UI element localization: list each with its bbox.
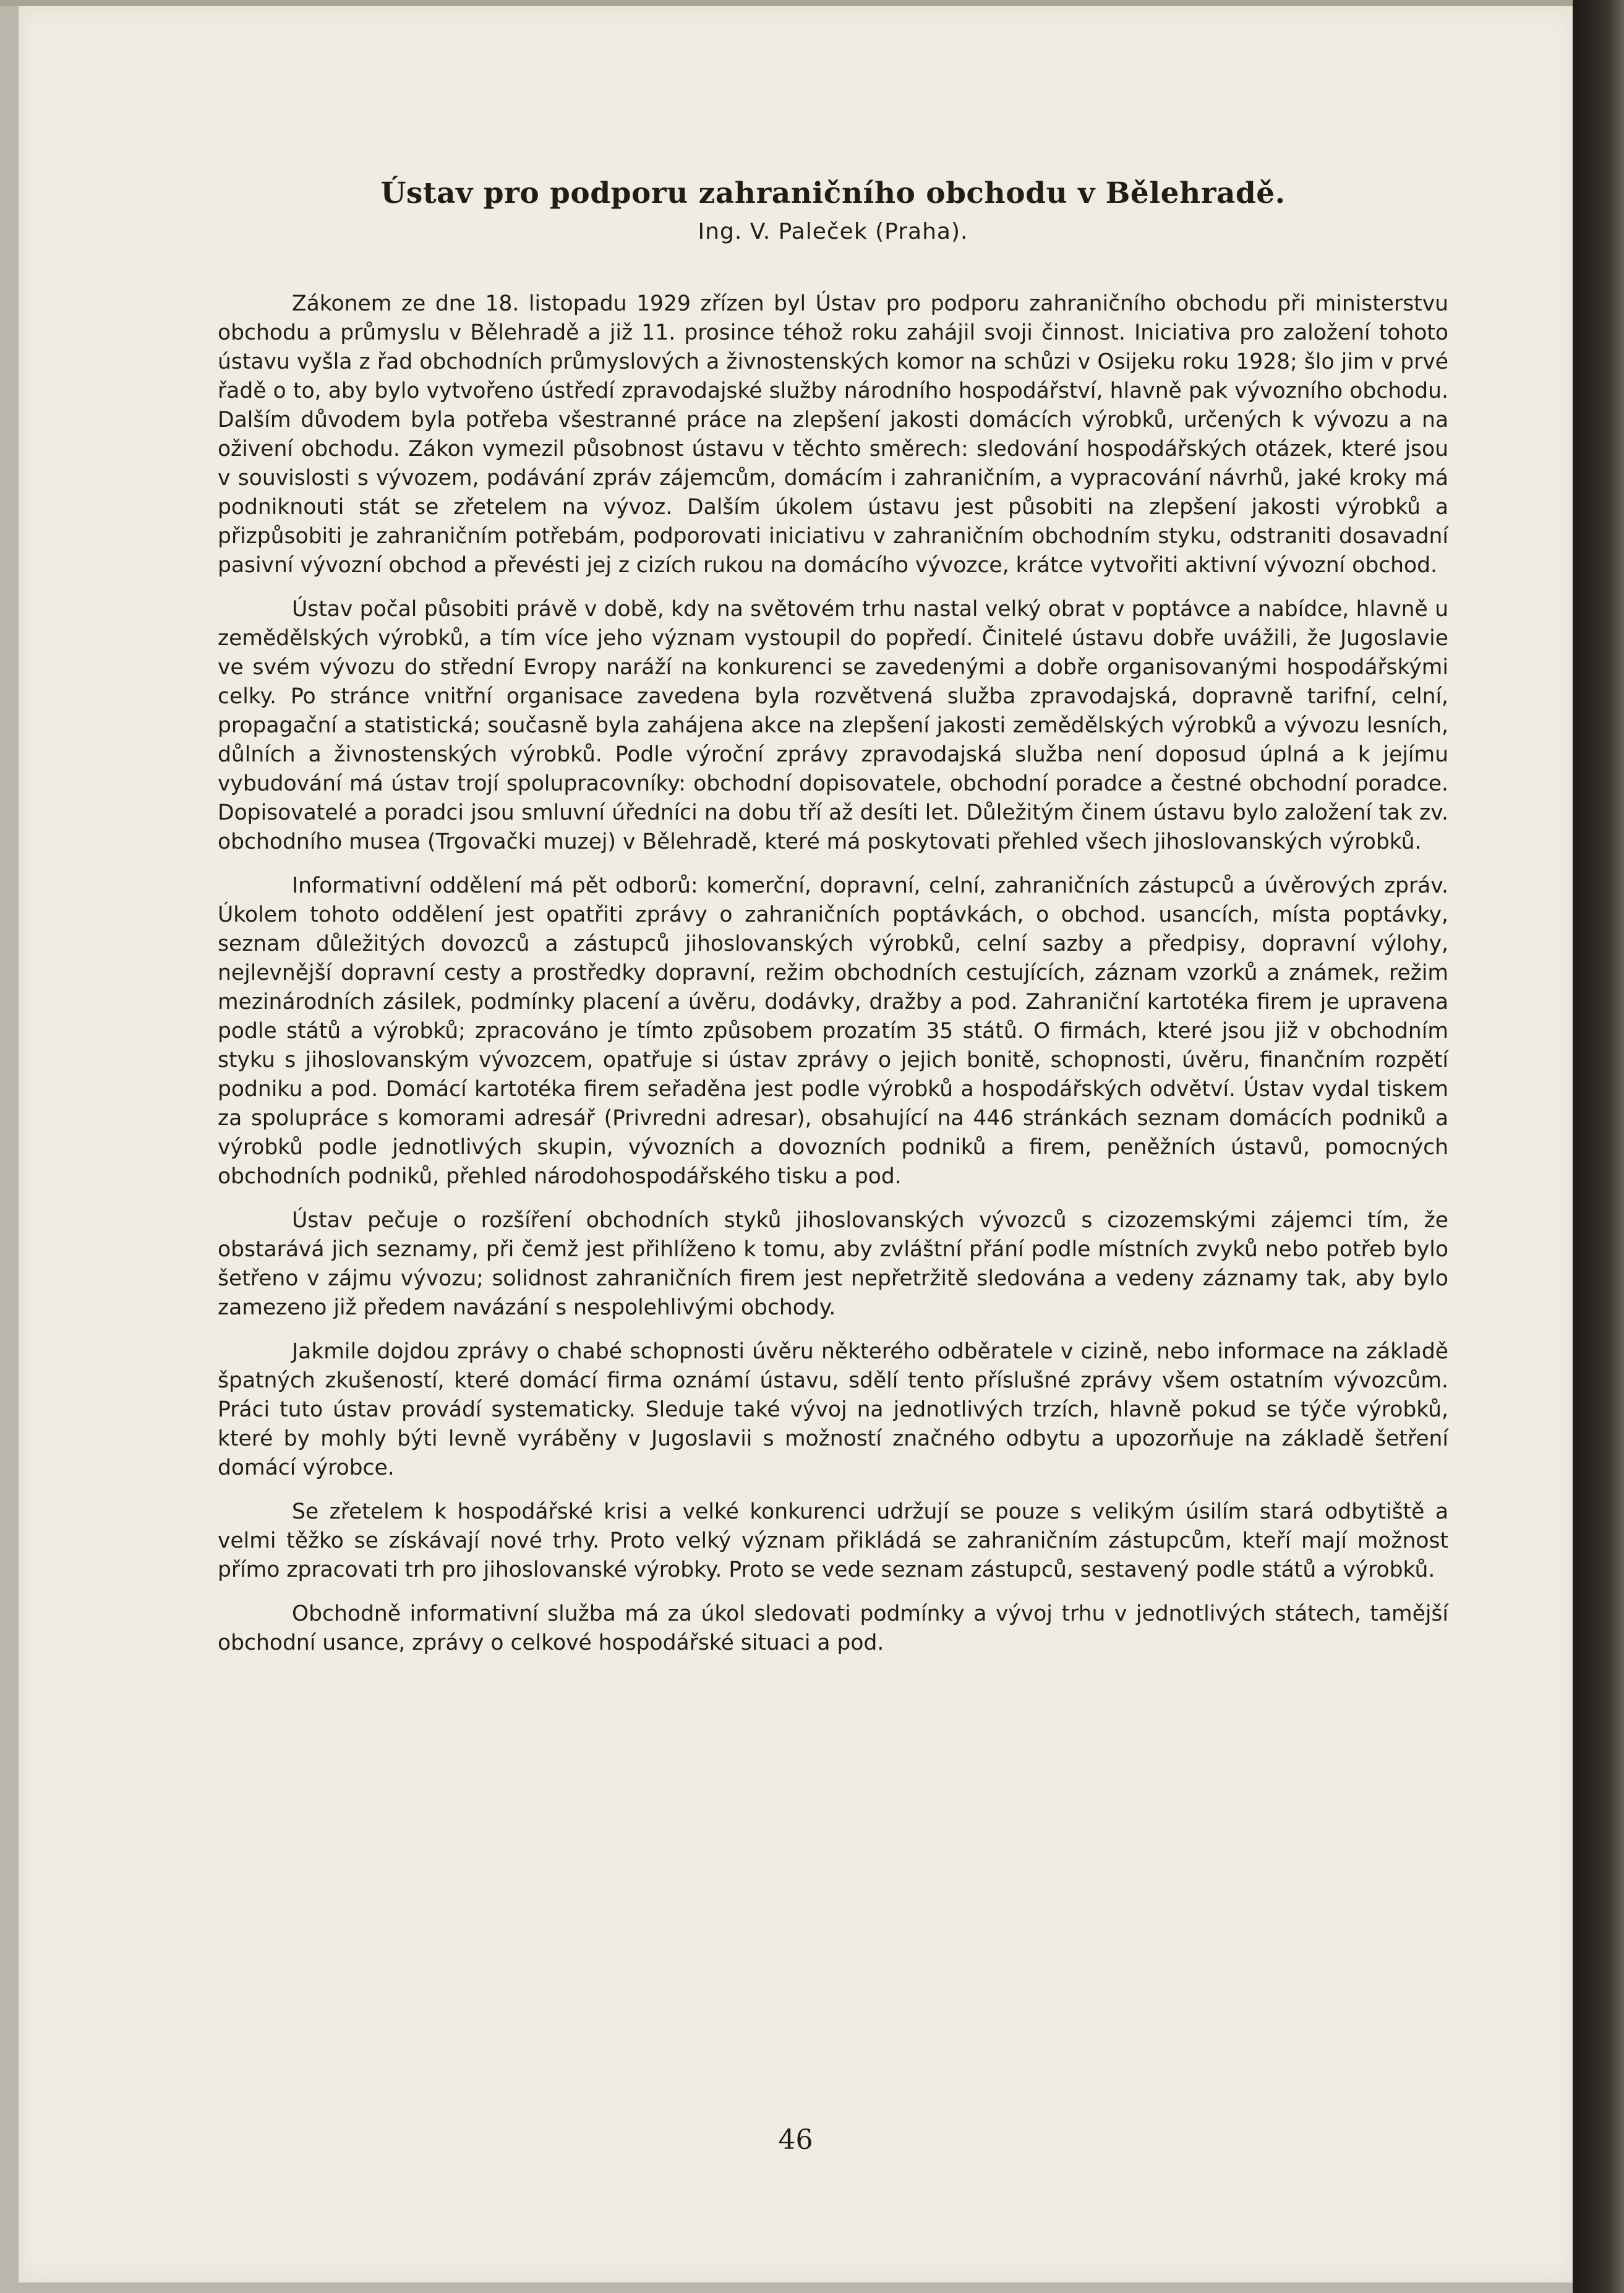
- article-title: Ústav pro podporu zahraničního obchodu v Bělehradě.: [380, 176, 1286, 210]
- article-body: [218, 289, 1448, 1658]
- paragraph-2: Ústav počal působiti právě v době, kdy na světovém trhu nastal velký obrat v poptávce a nabídce, hlavně u zemědělských výrobků, a tím více jeho význam vystoupil do popředí. Činitelé ústavu dobře uvážili, že Jugoslavie ve svém vývozu do střední Evropy naráží na konkurenci se zavedenými a dobře organisovanými hospodářskými celky. Po stránce vnitřní organisace zavedena byla rozvětvená služba zpravodajská, dopravně tarifní, celní, propagační a statistická; současně byla zahájena akce na zlepšení jakosti zemědělských výrobků a vývozu lesních, důlních a živnostenských výrobků. Podle výroční zprávy zpravodajská služba není doposud úplná a k jejímu vybudování má ústav trojí spolupracovníky: obchodní dopisovatele, obchodní poradce a čestné obchodní poradce. Dopisovatelé a poradci jsou smluvní úředníci na dobu tří až desíti let. Důležitým činem ústavu bylo založení tak zv. obchodního musea (Trgovački muzej) v Bělehradě, které má poskytovati přehled všech jihoslovanských výrobků.: [218, 597, 1448, 854]
- paragraph-5: Jakmile dojdou zprávy o chabé schopnosti úvěru některého odběratele v cizině, nebo informace na základě špatných zkušeností, které domácí firma oznámí ústavu, sdělí tento příslušné zprávy všem ostatním vývozcům. Práci tuto ústav provádí systematicky. Sleduje také vývoj na jednotlivých trzích, hlavně pokud se týče výrobků, které by mohly býti levně vyráběny v Jugoslavii s možností značného odbytu a upozorňuje na základě šetření domácí výrobce.: [218, 1339, 1448, 1480]
- page-sheet: [19, 6, 1573, 2282]
- article: [218, 173, 1448, 1673]
- article-author: Ing. V. Paleček (Praha).: [698, 219, 968, 244]
- scan-top-edge: [0, 0, 1624, 6]
- page-number: 46: [778, 2124, 813, 2156]
- book-binding-edge: [1573, 0, 1624, 2293]
- paragraph-1: Zákonem ze dne 18. listopadu 1929 zřízen byl Ústav pro podporu zahraničního obchodu při ministerstvu obchodu a průmyslu v Bělehradě a již 11. prosince téhož roku zahájil svoji činnost. Iniciativa pro založení tohoto ústavu vyšla z řad obchodních průmyslových a živnostenských komor na schůzi v Osijeku roku 1928; šlo jim v prvé řadě o to, aby bylo vytvořeno ústředí zpravodajské služby národního hospodářství, hlavně pak vývozního obchodu. Dalším důvodem byla potřeba všestranné práce na zlepšení jakosti domácích výrobků, určených k vývozu a na oživení obchodu. Zákon vymezil působnost ústavu v těchto směrech: sledování hospodářských otázek, které jsou v souvislosti s vývozem, podávání zpráv zájemcům, domácím i zahraničním, a vypracování návrhů, jaké kroky má podniknouti stát se zřetelem na vývoz. Dalším úkolem ústavu jest působiti na zlepšení jakosti výrobků a přizpůsobiti je zahraničním potřebám, podporovati iniciativu v zahraničním obchodním styku, odstraniti dosavadní pasivní vývozní obchod a převésti jej z cizích rukou na domácího vývozce, krátce vytvořiti aktivní vývozní obchod.: [218, 291, 1448, 578]
- paragraph-4: Ústav pečuje o rozšíření obchodních styků jihoslovanských vývozců s cizozemskými zájemci tím, že obstarává jich seznamy, při čemž jest přihlíženo k tomu, aby zvláštní přání podle místních zvyků nebo potřeb bylo šetřeno v zájmu vývozu; solidnost zahraničních firem jest nepřetržitě sledována a vedeny záznamy tak, aby bylo zamezeno již předem navázání s nespolehlivými obchody.: [218, 1208, 1448, 1320]
- paragraph-6: Se zřetelem k hospodářské krisi a velké konkurenci udržují se pouze s velikým úsilím stará odbytiště a velmi těžko se získávají nové trhy. Proto velký význam přikládá se zahraničním zástupcům, kteří mají možnost přímo zpracovati trh pro jihoslovanské výrobky. Proto se vede seznam zástupců, sestavený podle států a výrobků.: [218, 1499, 1448, 1582]
- paragraph-7: Obchodně informativní služba má za úkol sledovati podmínky a vývoj trhu v jednotlivých státech, tamější obchodní usance, zprávy o celkové hospodářské situaci a pod.: [218, 1601, 1448, 1655]
- paragraph-3: Informativní oddělení má pět odborů: komerční, dopravní, celní, zahraničních zástupců a úvěrových zpráv. Úkolem tohoto oddělení jest opatřiti zprávy o zahraničních poptávkách, o obchod. usancích, místa poptávky, seznam důležitých dovozců a zástupců jihoslovanských výrobků, celní sazby a předpisy, dopravní výlohy, nejlevnější dopravní cesty a prostředky dopravní, režim obchodních cestujících, záznam vzorků a známek, režim mezinárodních zásilek, podmínky placení a úvěru, dodávky, dražby a pod. Zahraniční kartotéka firem je upravena podle států a výrobků; zpracováno je tímto způsobem prozatím 35 států. O firmách, které jsou již v obchodním styku s jihoslovanským vývozcem, opatřuje si ústav zprávy o jejich bonitě, schopnosti, úvěru, finančním rozpětí podniku a pod. Domácí kartotéka firem seřaděna jest podle výrobků a hospodářských odvětví. Ústav vydal tiskem za spolupráce s komorami adresář (Privredni adresar), obsahující na 446 stránkách seznam domácích podniků a výrobků podle jednotlivých skupin, vývozních a dovozních podniků a firem, peněžních ústavů, pomocných obchodních podniků, přehled národohospodářského tisku a pod.: [218, 873, 1448, 1189]
